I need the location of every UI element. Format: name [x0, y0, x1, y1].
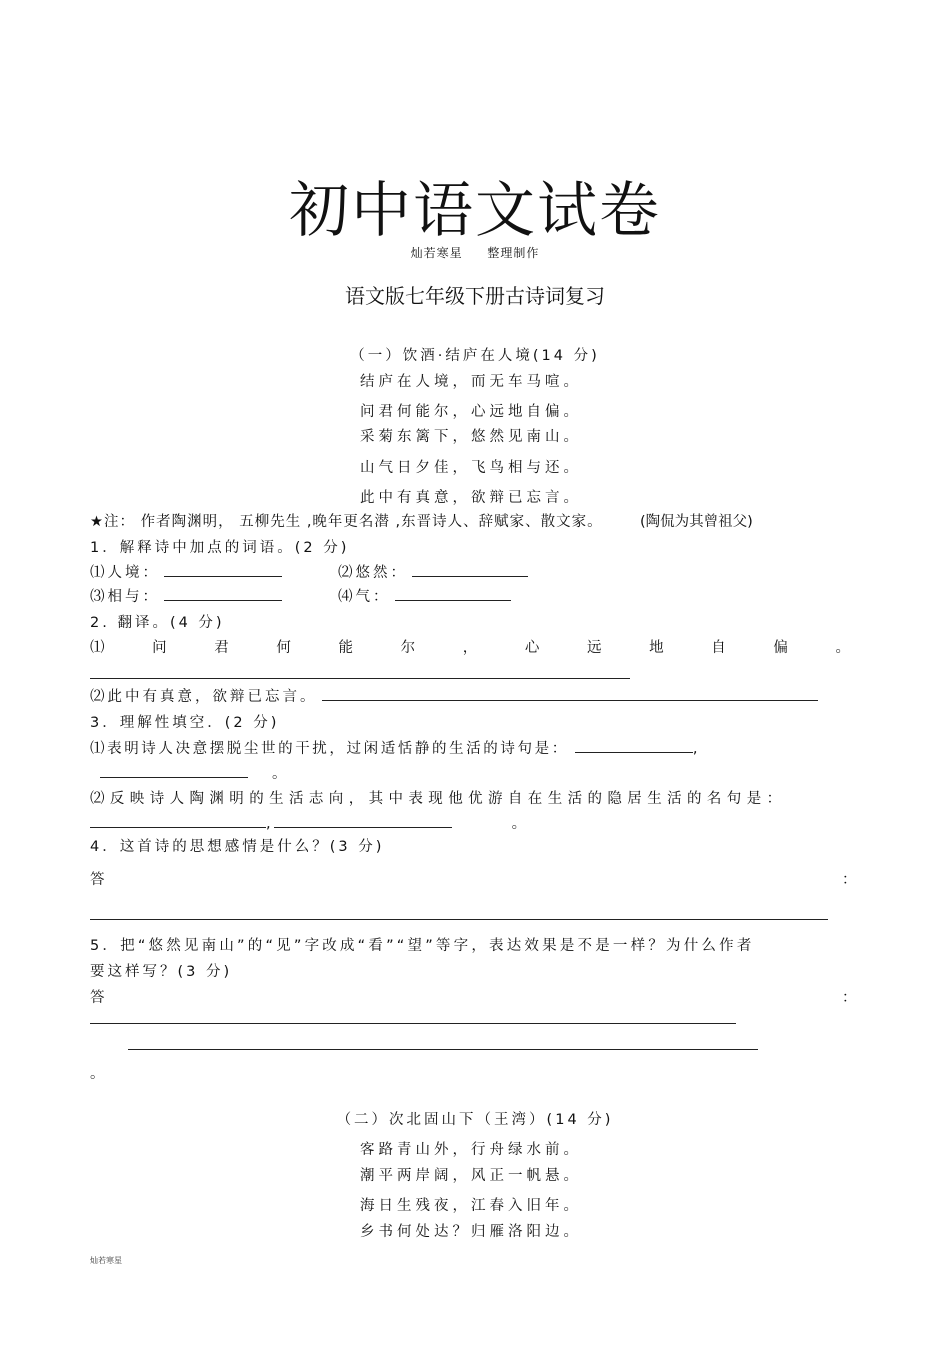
answer-blank[interactable]: [274, 813, 452, 828]
q3-item2-cont: [90, 812, 529, 833]
q2-item1: [90, 636, 850, 657]
answer-line[interactable]: [90, 919, 828, 920]
q1-label: ⑵悠然：: [338, 565, 408, 581]
q1-item: [338, 561, 528, 582]
poem-line: 山气日夕佳，飞鸟相与还。: [360, 460, 582, 476]
answer-blank[interactable]: [90, 813, 266, 828]
q2-char: 远: [587, 640, 602, 656]
question-5: 5．把“悠然见南山”的“见”字改成“看”“望”等字，表达效果是不是一样？为什么作者: [90, 938, 755, 954]
q1-label: ⑶相与：: [90, 589, 160, 605]
poem-line: 采菊东篱下，悠然见南山。: [360, 429, 582, 445]
comma: ,: [266, 816, 274, 832]
q2-char: 。: [835, 640, 850, 656]
q1-item: [90, 585, 282, 606]
q1-item: [338, 585, 511, 606]
q2-char: 问: [152, 640, 167, 656]
answer-line[interactable]: [90, 1023, 736, 1024]
q1-label: ⑷气：: [338, 589, 391, 605]
q3-item1-cont: [100, 762, 290, 783]
section2-heading: （二）次北固山下（王湾）(14 分): [336, 1112, 614, 1128]
question-2: 2. 翻译。(4 分): [90, 615, 225, 631]
q3-item2: ⑵反映诗人陶渊明的生活志向，其中表现他优游自在生活的隐居生活的名句是：: [90, 791, 787, 807]
q2-char: 自: [711, 640, 726, 656]
answer-blank[interactable]: [412, 562, 528, 577]
q2-char: ⑴: [90, 640, 105, 656]
question-4: 4．这首诗的思想感情是什么？(3 分): [90, 839, 385, 855]
period: 。: [90, 1066, 108, 1082]
answer-blank[interactable]: [575, 738, 693, 753]
period: 。: [511, 816, 530, 832]
comma: ,: [692, 741, 701, 757]
question-3: 3．理解性填空．(2 分): [90, 715, 280, 731]
q2-char: ，: [462, 640, 478, 656]
poem-line: 海日生残夜，江春入旧年。: [360, 1198, 582, 1214]
made-by: 整理制作: [487, 246, 540, 260]
question-1: 1．解释诗中加点的词语。(2 分): [90, 540, 350, 556]
period: 。: [272, 766, 290, 782]
answer-label: 答: [90, 990, 108, 1006]
section1-heading: （一）饮酒·结庐在人境(14 分): [350, 348, 600, 364]
q2-char: 偏: [773, 640, 788, 656]
q1-label: ⑴人境：: [90, 565, 160, 581]
answer-label: 答: [90, 872, 108, 888]
answer-blank[interactable]: [322, 686, 818, 701]
poem-line: 此中有真意，欲辩已忘言。: [360, 490, 582, 506]
q2-char: 心: [524, 640, 540, 656]
q2-char: 地: [649, 640, 664, 656]
answer-blank[interactable]: [395, 586, 511, 601]
author-note: ★注： 作者陶渊明， 五柳先生 ,晚年更名潜 ,东晋诗人、辞赋家、散文家。: [90, 514, 603, 530]
q3-item1-text: ⑴表明诗人决意摆脱尘世的干扰，过闲适恬静的生活的诗句是：: [90, 741, 569, 757]
byline: [0, 244, 950, 261]
answer-line[interactable]: [90, 678, 630, 679]
poem-line: 客路青山外，行舟绿水前。: [360, 1142, 582, 1158]
q2-char: 君: [214, 640, 229, 656]
q1-item: [90, 561, 282, 582]
q2-item2: [90, 685, 818, 706]
footer: 灿若寒星: [90, 1256, 122, 1265]
q2-char: 尔: [400, 640, 416, 656]
poem-line: 结庐在人境，而无车马喧。: [360, 374, 582, 390]
question-5-cont: 要这样写？(3 分): [90, 964, 233, 980]
poem-line: 乡书何处达？归雁洛阳边。: [360, 1224, 582, 1240]
answer-colon: ：: [842, 990, 860, 1006]
answer-blank[interactable]: [164, 586, 282, 601]
page-title: 初中语文试卷: [289, 176, 661, 246]
answer-line[interactable]: [128, 1049, 758, 1050]
q2-char: 能: [338, 640, 353, 656]
q2-char: 何: [276, 640, 291, 656]
answer-blank[interactable]: [164, 562, 282, 577]
author-note-extra: (陶侃为其曾祖父): [640, 514, 753, 530]
q3-item1: [90, 737, 700, 758]
poem-line: 潮平两岸阔，风正一帆悬。: [360, 1168, 582, 1184]
q2-item2-text: ⑵此中有真意，欲辩已忘言。: [90, 689, 318, 705]
poem-line: 问君何能尔，心远地自偏。: [360, 404, 582, 420]
author: 灿若寒星: [410, 246, 463, 260]
answer-blank[interactable]: [100, 763, 248, 778]
answer-colon: ：: [842, 872, 860, 888]
subtitle: 语文版七年级下册古诗词复习: [345, 284, 605, 308]
